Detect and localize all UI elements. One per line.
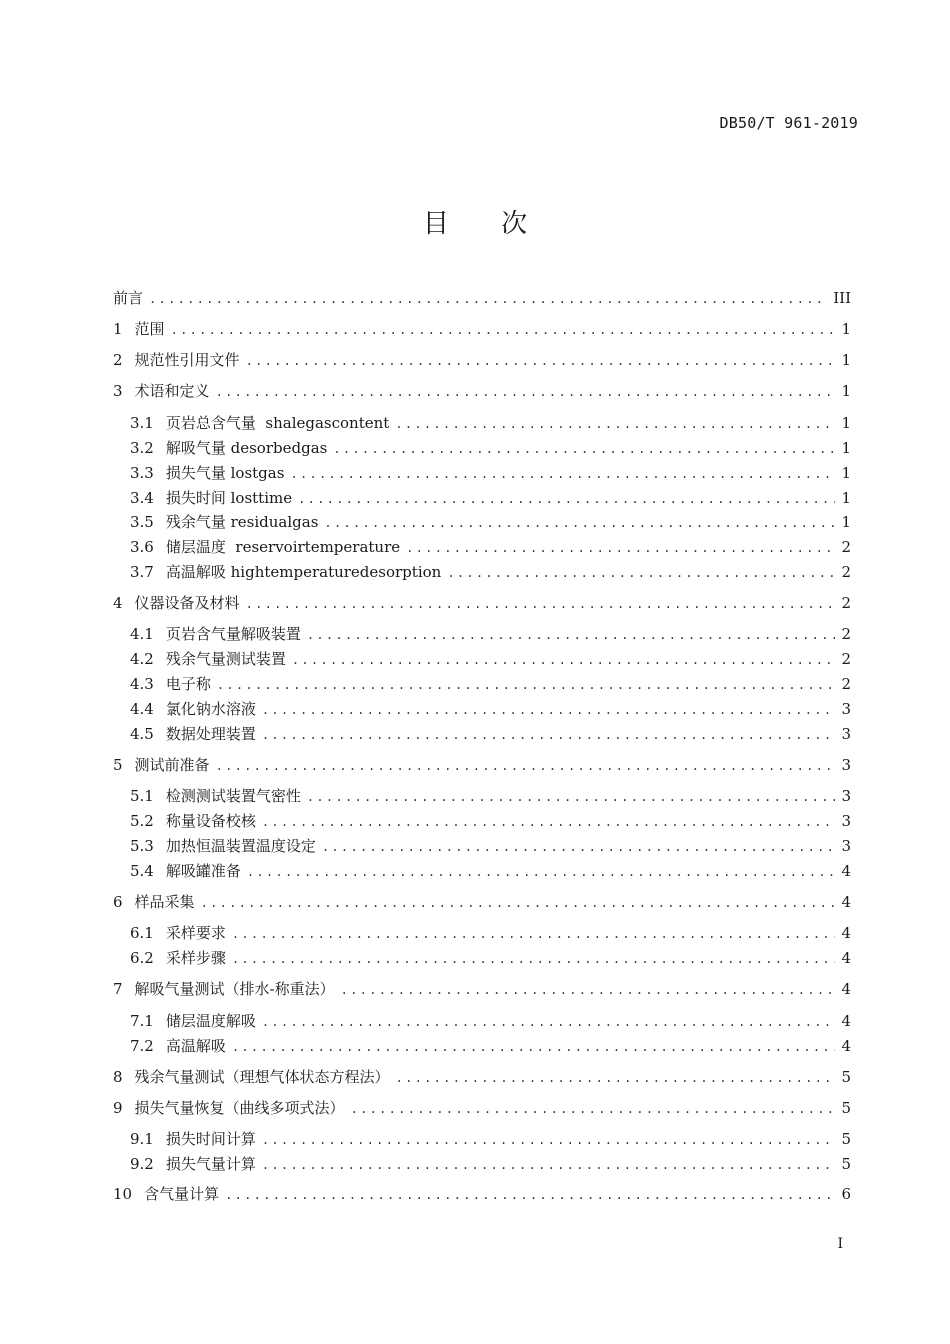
toc-entry-label: 储层温度解吸: [165, 1012, 256, 1030]
toc-leader-dots: [171, 319, 835, 341]
toc-leader-dots: [262, 724, 835, 746]
toc-entry-page: 2: [841, 625, 851, 643]
toc-entry-number: 4: [113, 594, 123, 612]
toc-entry-page: 2: [841, 650, 851, 668]
toc-entry-page: 3: [841, 787, 851, 805]
toc-entry[interactable]: [130, 810, 851, 832]
toc-entry-page: 3: [841, 837, 851, 855]
toc-entry-page: 3: [841, 700, 851, 718]
toc-entry-number: 4.5: [130, 725, 154, 743]
toc-entry[interactable]: [130, 623, 851, 645]
toc-entry-page: 5: [841, 1155, 851, 1173]
toc-entry-label: 术语和定义: [134, 382, 210, 400]
toc-entry-page: 6: [841, 1185, 851, 1203]
toc-entry[interactable]: [113, 318, 851, 340]
toc-leader-dots: [395, 413, 835, 435]
toc-entry[interactable]: [130, 412, 851, 434]
toc-entry-page: 5: [841, 1130, 851, 1148]
toc-entry-number: 2: [113, 351, 123, 369]
toc-entry-label: 范围: [134, 320, 165, 338]
toc-leader-dots: [262, 811, 835, 833]
toc-entry-number: 3.2: [130, 439, 154, 457]
toc-entry-number: 5.2: [130, 812, 154, 830]
toc-entry-label: 残余气量测试装置: [165, 650, 286, 668]
toc-entry-page: 1: [841, 513, 851, 531]
toc-entry-page: 1: [841, 320, 851, 338]
toc-entry-label: 氯化钠水溶液: [165, 700, 256, 718]
toc-entry-label: 高温解吸: [165, 1037, 226, 1055]
toc-leader-dots: [216, 381, 835, 403]
toc-entry-label: 规范性引用文件: [134, 351, 240, 369]
toc-entry-number: 4.1: [130, 625, 154, 643]
toc-entry[interactable]: [130, 1035, 851, 1057]
toc-leader-dots: [262, 1154, 835, 1176]
toc-leader-dots: [324, 512, 835, 534]
standard-code: DB50/T 961-2019: [719, 114, 858, 132]
toc-entry-number: 6: [113, 893, 123, 911]
toc-entry[interactable]: [113, 1097, 851, 1119]
toc-entry-label: 损失气量计算: [165, 1155, 256, 1173]
toc-entry-page: 2: [841, 538, 851, 556]
toc-entry[interactable]: [130, 698, 851, 720]
toc-entry-page: 1: [841, 439, 851, 457]
toc-entry-number: 7: [113, 980, 123, 998]
toc-entry-page: 4: [841, 1037, 851, 1055]
toc-entry-number: 5.3: [130, 837, 154, 855]
toc-leader-dots: [216, 755, 835, 777]
toc-entry[interactable]: [130, 1010, 851, 1032]
toc-entry-label: 残余气量 residualgas: [165, 513, 319, 531]
toc-leader-dots: [232, 923, 835, 945]
toc-leader-dots: [247, 861, 835, 883]
toc-entry-number: 3: [113, 382, 123, 400]
toc-entry-label: 数据处理装置: [165, 725, 256, 743]
toc-leader-dots: [217, 674, 835, 696]
toc-entry-number: 7.2: [130, 1037, 154, 1055]
toc-entry-page: 4: [841, 1012, 851, 1030]
toc-entry-label: 称量设备校核: [165, 812, 256, 830]
toc-entry[interactable]: [130, 922, 851, 944]
toc-entry[interactable]: [130, 487, 851, 509]
toc-leader-dots: [246, 593, 835, 615]
toc-entry-number: 7.1: [130, 1012, 154, 1030]
toc-entry-page: III: [833, 289, 851, 307]
toc-entry-page: 1: [841, 414, 851, 432]
toc-leader-dots: [292, 649, 835, 671]
toc-leader-dots: [307, 786, 835, 808]
toc-entry-page: 2: [841, 594, 851, 612]
toc-entry-page: 1: [841, 489, 851, 507]
toc-entry[interactable]: [130, 1153, 851, 1175]
toc-entry-label: 高温解吸 hightemperaturedesorption: [165, 563, 442, 581]
toc-entry[interactable]: [113, 287, 851, 309]
toc-entry[interactable]: [130, 947, 851, 969]
toc-entry[interactable]: [130, 536, 851, 558]
toc-entry-number: 3.1: [130, 414, 154, 432]
toc-entry-page: 3: [841, 756, 851, 774]
toc-entry-page: 1: [841, 382, 851, 400]
toc-entry[interactable]: [130, 561, 851, 583]
toc-leader-dots: [307, 624, 835, 646]
toc-entry-label: 检测测试装置气密性: [165, 787, 301, 805]
toc-entry-label: 页岩总含气量 shalegascontent: [165, 414, 390, 432]
toc-entry[interactable]: [130, 511, 851, 533]
toc-entry-number: 3.3: [130, 464, 154, 482]
toc-entry-number: 3.7: [130, 563, 154, 581]
toc-leader-dots: [262, 699, 835, 721]
toc-entry-label: 解吸气量测试（排水-称重法）: [134, 980, 335, 998]
toc-entry-label: 样品采集: [134, 893, 195, 911]
toc-entry-number: 5: [113, 756, 123, 774]
toc-entry-page: 3: [841, 725, 851, 743]
toc-entry-label: 电子称: [165, 675, 211, 693]
toc-entry-label: 储层温度 reservoirtemperature: [165, 538, 401, 556]
toc-entry-label: 损失时间 losttime: [165, 489, 293, 507]
toc-leader-dots: [447, 562, 835, 584]
toc-entry-page: 4: [841, 980, 851, 998]
toc-entry-number: 5.4: [130, 862, 154, 880]
toc-entry[interactable]: [113, 891, 851, 913]
toc-leader-dots: [298, 488, 835, 510]
page-title: 目 次: [422, 209, 550, 239]
toc-entry-label: 测试前准备: [134, 756, 210, 774]
toc-entry[interactable]: [130, 785, 851, 807]
toc-entry-page: 3: [841, 812, 851, 830]
toc-entry-number: 10: [113, 1185, 133, 1203]
toc-entry-label: 采样步骤: [165, 949, 226, 967]
toc-entry-page: 1: [841, 351, 851, 369]
toc-entry-label: 损失气量 lostgas: [165, 464, 285, 482]
toc-leader-dots: [262, 1129, 835, 1151]
toc-entry-label: 采样要求: [165, 924, 226, 942]
toc-entry-label: 残余气量测试（理想气体状态方程法）: [134, 1068, 390, 1086]
toc-entry[interactable]: [130, 835, 851, 857]
toc-entry[interactable]: [113, 349, 851, 371]
toc-entry-label: 加热恒温装置温度设定: [165, 837, 316, 855]
toc-entry-number: 9: [113, 1099, 123, 1117]
toc-entry[interactable]: [130, 1128, 851, 1150]
toc-entry-label: 前言: [113, 289, 144, 307]
toc-entry-number: 4.4: [130, 700, 154, 718]
toc-entry-label: 解吸气量 desorbedgas: [165, 439, 328, 457]
toc-leader-dots: [396, 1067, 835, 1089]
toc-entry[interactable]: [130, 437, 851, 459]
toc-entry-number: 4.2: [130, 650, 154, 668]
toc-entry[interactable]: [130, 860, 851, 882]
toc-entry-number: 9.2: [130, 1155, 154, 1173]
toc-entry-page: 4: [841, 893, 851, 911]
toc-entry-label: 含气量计算: [144, 1185, 220, 1203]
page-number: I: [837, 1236, 843, 1252]
toc-entry-number: 6.1: [130, 924, 154, 942]
toc-entry-label: 解吸罐准备: [165, 862, 241, 880]
toc-entry-page: 2: [841, 563, 851, 581]
toc-leader-dots: [246, 350, 835, 372]
toc-entry-number: 6.2: [130, 949, 154, 967]
toc-entry-page: 1: [841, 464, 851, 482]
toc-leader-dots: [232, 948, 835, 970]
toc-entry-page: 4: [841, 949, 851, 967]
toc-entry-number: 3.5: [130, 513, 154, 531]
toc-entry[interactable]: [113, 592, 851, 614]
toc-leader-dots: [262, 1011, 835, 1033]
toc-leader-dots: [406, 537, 835, 559]
toc-leader-dots: [201, 892, 835, 914]
toc-leader-dots: [341, 979, 835, 1001]
toc-entry-number: 3.6: [130, 538, 154, 556]
toc-leader-dots: [322, 836, 835, 858]
toc-entry-number: 3.4: [130, 489, 154, 507]
toc-entry-page: 4: [841, 924, 851, 942]
toc-entry-number: 8: [113, 1068, 123, 1086]
toc-leader-dots: [290, 463, 835, 485]
toc-entry-number: 5.1: [130, 787, 154, 805]
toc-entry[interactable]: [113, 1183, 851, 1205]
toc-entry-label: 仪器设备及材料: [134, 594, 240, 612]
toc-entry-number: 4.3: [130, 675, 154, 693]
toc-entry-page: 2: [841, 675, 851, 693]
toc-entry-number: 1: [113, 320, 123, 338]
toc-entry[interactable]: [113, 380, 851, 402]
toc-leader-dots: [225, 1184, 835, 1206]
toc-entry-label: 页岩含气量解吸装置: [165, 625, 301, 643]
toc-leader-dots: [149, 288, 827, 310]
toc-entry-page: 4: [841, 862, 851, 880]
toc-entry[interactable]: [130, 462, 851, 484]
toc-leader-dots: [333, 438, 835, 460]
toc-entry[interactable]: [113, 754, 851, 776]
toc-leader-dots: [351, 1098, 835, 1120]
toc-entry[interactable]: [130, 648, 851, 670]
toc-entry-label: 损失时间计算: [165, 1130, 256, 1148]
toc-entry[interactable]: [130, 723, 851, 745]
toc-entry[interactable]: [113, 978, 851, 1000]
toc-entry[interactable]: [113, 1066, 851, 1088]
toc-entry-label: 损失气量恢复（曲线多项式法）: [134, 1099, 345, 1117]
toc-entry-number: 9.1: [130, 1130, 154, 1148]
toc-entry-page: 5: [841, 1068, 851, 1086]
toc-entry-page: 5: [841, 1099, 851, 1117]
toc-leader-dots: [232, 1036, 835, 1058]
toc-entry[interactable]: [130, 673, 851, 695]
